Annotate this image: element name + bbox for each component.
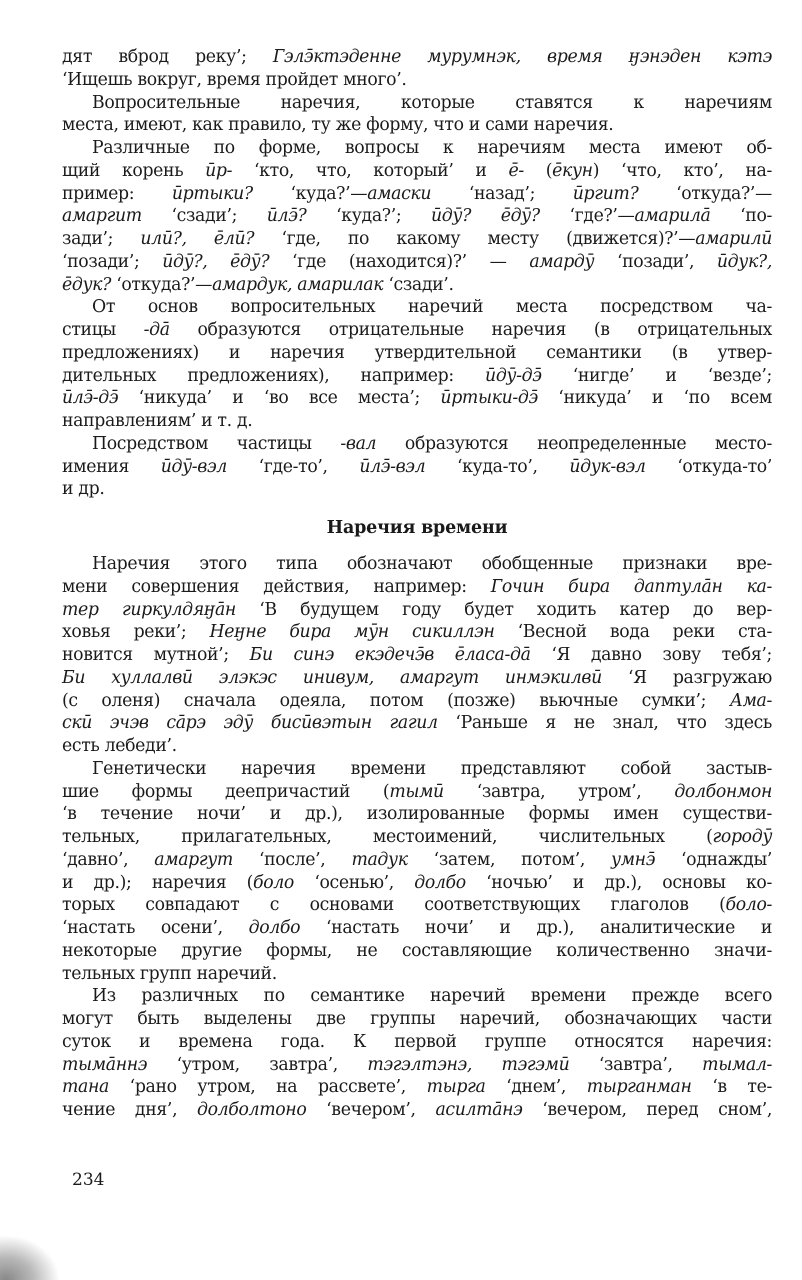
evenki-example: долбо bbox=[414, 872, 466, 893]
text-segment: ‘где, по какому месту (движется)?’— bbox=[254, 229, 696, 249]
text-line bbox=[62, 644, 772, 667]
text-line bbox=[62, 478, 772, 501]
text-segment: Из различных по семантике наречий времени прежде всего bbox=[92, 986, 772, 1007]
text-segment: ‘Раньше я не знал, что здесь bbox=[437, 713, 772, 734]
text-segment: зади’; bbox=[62, 229, 141, 249]
text-line bbox=[62, 69, 772, 92]
text-line bbox=[62, 985, 772, 1008]
text-line bbox=[62, 114, 772, 137]
evenki-example: Би синэ екэдечэ̄в ēласа-да̄ bbox=[249, 645, 531, 665]
text-line bbox=[62, 456, 772, 479]
evenki-example: боло bbox=[253, 872, 294, 893]
text-segment: ‘откуда-то’ bbox=[645, 456, 773, 477]
text-segment: чение дня’, bbox=[62, 1100, 197, 1120]
evenki-example: тер гиркулдяӈа̄н bbox=[62, 599, 236, 620]
text-segment: ‘позади’, bbox=[594, 251, 717, 272]
text-line bbox=[62, 735, 772, 758]
text-segment: ‘настать осени’, bbox=[62, 918, 249, 938]
text-segment: ‘назад’; bbox=[431, 183, 573, 204]
evenki-example: -да̄ bbox=[143, 320, 170, 340]
text-line bbox=[62, 781, 772, 804]
text-segment: ‘завтра’, bbox=[569, 1054, 703, 1075]
text-segment: ‘ночью’ и др.), основы ко- bbox=[465, 872, 772, 893]
text-segment: ‘однажды’ bbox=[655, 849, 773, 870]
evenki-example: ēдук? bbox=[62, 274, 112, 295]
evenki-example: тымал- bbox=[702, 1054, 772, 1075]
section-heading: Наречия времени bbox=[326, 518, 508, 538]
text-line bbox=[62, 1008, 772, 1031]
text-segment: образуются отрицательные наречия (в отрицательных bbox=[169, 320, 772, 340]
text-segment: суток и времена года. К первой группе относятся наречия: bbox=[62, 1031, 772, 1052]
text-segment: (с оленя) сначала одеяла, потом (позже) вьючные сумки’; bbox=[62, 690, 730, 711]
page-number: 234 bbox=[72, 1170, 105, 1190]
text-line bbox=[62, 621, 772, 644]
text-line bbox=[62, 183, 772, 206]
text-segment: места, имеют, как правило, ту же форму, что и сами наречия. bbox=[62, 115, 614, 136]
text-line bbox=[62, 160, 772, 183]
evenki-example: амарилӣ bbox=[695, 229, 773, 249]
text-segment: ‘где-то’, bbox=[226, 456, 360, 477]
text-line bbox=[62, 690, 772, 713]
evenki-example: амардук, амарилак bbox=[212, 274, 384, 295]
text-segment: тельных, прилагательных, местоимений, числительных ( bbox=[62, 827, 713, 847]
evenki-example: амаски bbox=[367, 183, 432, 204]
evenki-example: ӣлэ̄? bbox=[266, 206, 307, 227]
text-segment: ‘утром, завтра’, bbox=[147, 1054, 368, 1075]
text-segment: ‘позади’; bbox=[62, 251, 163, 272]
text-segment: предложениях) и наречия утвердительной семантики (в утвер- bbox=[62, 342, 772, 363]
text-block-place-adverbs bbox=[62, 46, 772, 501]
evenki-example: тырга bbox=[426, 1077, 486, 1098]
text-segment: Различные по форме, вопросы к наречиям места имеют об- bbox=[92, 138, 772, 158]
evenki-example: ē- bbox=[508, 160, 524, 181]
text-line bbox=[62, 758, 772, 781]
text-line bbox=[62, 387, 772, 410]
text-segment: мени совершения действия, например: bbox=[62, 576, 491, 597]
text-line bbox=[62, 92, 772, 115]
text-segment: ‘в те- bbox=[691, 1077, 772, 1098]
text-segment: ‘В будущем году будет ходить катер до вер- bbox=[235, 599, 772, 620]
text-segment: ‘Ищешь вокруг, время пройдет много’. bbox=[62, 69, 407, 90]
text-segment: ‘рано утром, на рассвете’, bbox=[108, 1077, 427, 1098]
text-segment: могут быть выделены две группы наречий, обозначающих части bbox=[62, 1009, 772, 1029]
text-line bbox=[62, 576, 772, 599]
text-segment: дительных предложениях), например: bbox=[62, 365, 486, 386]
evenki-example: амаргут bbox=[154, 849, 233, 870]
evenki-example: -вал bbox=[340, 433, 377, 454]
text-segment: ) ‘что, кто’, на- bbox=[592, 160, 772, 181]
evenki-example: ӣртыки-дэ̄ bbox=[440, 388, 538, 409]
text-line bbox=[62, 274, 772, 297]
text-block-time-adverbs bbox=[62, 553, 772, 1122]
text-line bbox=[62, 917, 772, 940]
evenki-example: ӣдук-вэл bbox=[569, 456, 646, 477]
evenki-example: Гэлэ̄ктэденне мурумнэк, время ӈэнэден кэтэ bbox=[272, 47, 772, 67]
text-segment: ‘нигде’ и ‘везде’; bbox=[541, 365, 772, 386]
text-line bbox=[62, 1054, 772, 1077]
text-segment: есть лебеди’. bbox=[62, 736, 177, 756]
evenki-example: ēкун bbox=[552, 160, 593, 181]
text-line bbox=[62, 228, 772, 251]
evenki-example: тыма̄ннэ bbox=[62, 1054, 148, 1075]
text-segment: ‘вечером’, bbox=[306, 1100, 436, 1120]
text-segment: тельных групп наречий. bbox=[62, 963, 277, 984]
text-segment: стицы bbox=[62, 320, 144, 340]
text-line bbox=[62, 137, 772, 160]
text-line bbox=[62, 342, 772, 365]
text-line bbox=[62, 296, 772, 319]
evenki-example: ӣдӯ-вэл bbox=[160, 456, 227, 477]
evenki-example: амардӯ bbox=[529, 251, 595, 272]
text-segment: пример: bbox=[62, 183, 172, 204]
text-line bbox=[62, 46, 772, 69]
text-line bbox=[62, 433, 772, 456]
text-segment: направлениям’ и т. д. bbox=[62, 411, 253, 431]
text-segment: ‘куда?’; bbox=[306, 206, 432, 227]
text-segment: ховья реки’; bbox=[62, 622, 210, 643]
text-segment: некоторые другие формы, не составляющие количественно значи- bbox=[62, 940, 772, 961]
evenki-example: долбонмон bbox=[674, 781, 772, 802]
evenki-example: ӣртыки? bbox=[171, 183, 253, 204]
text-segment: ‘кто, что, который’ и bbox=[232, 160, 509, 181]
text-segment: ‘где?’— bbox=[539, 206, 635, 227]
evenki-example: долболтоно bbox=[197, 1100, 307, 1120]
text-segment: ‘сзади’; bbox=[141, 206, 267, 227]
evenki-example: городӯ bbox=[712, 827, 772, 847]
text-segment: ‘куда?’— bbox=[252, 183, 368, 204]
text-line bbox=[62, 667, 772, 690]
text-segment: ‘никуда’ и ‘по всем bbox=[537, 388, 772, 409]
evenki-example: ӣлэ̄-дэ̄ bbox=[62, 388, 119, 409]
text-line bbox=[62, 1031, 772, 1054]
evenki-example: ӣдӯ? ēдӯ? bbox=[431, 206, 540, 227]
text-line bbox=[62, 849, 772, 872]
text-segment: дят вброд реку’; bbox=[62, 47, 273, 67]
evenki-example: амарила̄ bbox=[634, 206, 711, 227]
evenki-example: ӣр- bbox=[205, 160, 233, 181]
text-segment: ‘завтра, утром’, bbox=[443, 781, 675, 802]
text-segment: ‘сзади’. bbox=[383, 274, 454, 295]
evenki-example: асилта̄нэ bbox=[435, 1100, 523, 1120]
text-segment: ‘вечером, перед сном’, bbox=[522, 1100, 773, 1120]
evenki-example: тырганман bbox=[586, 1077, 692, 1098]
text-segment: От основ вопросительных наречий места посредством ча- bbox=[92, 297, 772, 318]
text-segment: торых совпадают с основами соответствующих глаголов ( bbox=[62, 895, 726, 916]
text-segment: ‘в течение ночи’ и др.), изолированные формы имен существи- bbox=[62, 804, 772, 825]
text-line bbox=[62, 963, 772, 986]
evenki-example: ӣргит? bbox=[572, 183, 639, 204]
text-line bbox=[62, 712, 772, 735]
text-segment: Посредством частицы bbox=[92, 433, 341, 454]
text-segment: ‘откуда?’— bbox=[111, 274, 213, 295]
text-line bbox=[62, 1099, 772, 1122]
evenki-example: Неӈне бира мӯн сикиллэн bbox=[209, 622, 495, 643]
text-segment: ‘затем, потом’, bbox=[407, 849, 612, 870]
text-line bbox=[62, 940, 772, 963]
text-line bbox=[62, 319, 772, 342]
text-segment: ‘настать ночи’ и др.), аналитические и bbox=[300, 918, 772, 938]
text-segment: новится мутной’; bbox=[62, 645, 250, 665]
text-segment: ‘куда-то’, bbox=[425, 456, 570, 477]
text-segment: шие формы деепричастий ( bbox=[62, 781, 390, 802]
evenki-example: тадук bbox=[351, 849, 408, 870]
evenki-example: Гочин бира даптула̄н ка- bbox=[490, 576, 773, 597]
text-line bbox=[62, 251, 772, 274]
text-segment: Вопросительные наречия, которые ставятся к наречиям bbox=[92, 92, 772, 113]
evenki-example: умнэ̄ bbox=[611, 849, 656, 870]
text-segment: ‘где (находится)?’ — bbox=[269, 251, 530, 272]
text-segment: ‘Я разгружаю bbox=[601, 667, 772, 688]
evenki-example: долбо bbox=[248, 918, 301, 938]
page-body bbox=[62, 46, 772, 1122]
text-segment: и др. bbox=[62, 479, 105, 500]
text-segment: щий корень bbox=[62, 160, 206, 181]
text-line bbox=[62, 365, 772, 388]
text-line bbox=[62, 553, 772, 576]
text-line bbox=[62, 599, 772, 622]
evenki-example: ӣдук?, bbox=[716, 251, 772, 272]
evenki-example: боло- bbox=[725, 895, 772, 916]
text-segment: ‘откуда?’— bbox=[638, 183, 772, 204]
text-line bbox=[62, 205, 772, 228]
text-line bbox=[62, 872, 772, 895]
evenki-example: скӣ эчэв са̄рэ эдӯ бисӣвэтын гагил bbox=[62, 713, 438, 734]
text-segment: имения bbox=[62, 456, 161, 477]
text-segment: ( bbox=[523, 160, 553, 181]
evenki-example: Би хуллалвӣ элэкэс инивум, амаргут инмэкилвӣ bbox=[62, 667, 602, 688]
text-line bbox=[62, 1076, 772, 1099]
evenki-example: ӣлэ̄-вэл bbox=[359, 456, 426, 477]
text-segment: ‘после’, bbox=[232, 849, 352, 870]
text-segment: образуются неопределенные место- bbox=[376, 433, 772, 454]
text-line bbox=[62, 826, 772, 849]
text-segment: ‘Я давно зову тебя’; bbox=[530, 645, 772, 665]
evenki-example: ӣдӯ-дэ̄ bbox=[485, 365, 542, 386]
text-line bbox=[62, 803, 772, 826]
text-segment: Наречия этого типа обозначают обобщенные признаки вре- bbox=[92, 554, 772, 574]
text-segment: ‘днем’, bbox=[485, 1077, 587, 1098]
text-segment: ‘по- bbox=[710, 206, 772, 227]
text-segment: ‘Весной вода реки ста- bbox=[494, 622, 772, 643]
evenki-example: тымӣ bbox=[389, 781, 444, 802]
evenki-example: амаргит bbox=[62, 206, 142, 227]
text-line bbox=[62, 894, 772, 917]
evenki-example: тана bbox=[62, 1077, 109, 1098]
text-segment: Генетически наречия времени представляют собой застыв- bbox=[92, 758, 772, 779]
text-segment: ‘осенью’, bbox=[294, 872, 415, 893]
text-segment: и др.); наречия ( bbox=[62, 872, 254, 893]
evenki-example: Ама- bbox=[729, 690, 772, 711]
text-line bbox=[62, 410, 772, 433]
scan-smudge bbox=[0, 1235, 60, 1280]
evenki-example: тэгэлтэнэ, тэгэмӣ bbox=[367, 1054, 570, 1075]
evenki-example: ӣдӯ?, ēдӯ? bbox=[162, 251, 270, 272]
evenki-example: илӣ?, ēлӣ? bbox=[140, 229, 255, 249]
text-segment: ‘никуда’ и ‘во все места’; bbox=[118, 388, 441, 409]
text-segment: ‘давно’, bbox=[62, 849, 155, 870]
